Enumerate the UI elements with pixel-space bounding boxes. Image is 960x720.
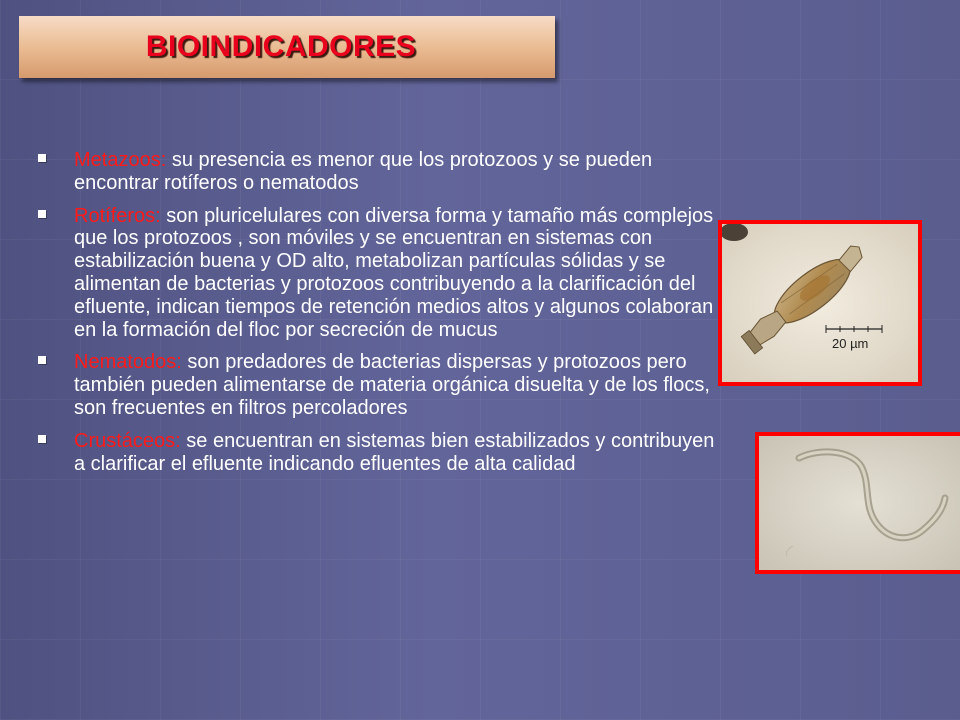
list-item: [38, 149, 718, 195]
rotifer-photo: [718, 220, 922, 386]
bullet-term: Nematodos:: [74, 351, 182, 374]
list-item: [38, 351, 718, 419]
square-bullet-icon: [38, 356, 46, 364]
bullet-text: son pluricelulares con diversa forma y tamaño más complejos que los protozoos , son móviles y se encuentran en sistemas con estabilización buena y OD alto, metabolizan partículas sólidas y se alimentan de bacterias y protozoos contribuyendo a la clarificación del efluente, indican tiempos de retención medios altos y algunos colaboran en la formación del floc por secreción de mucus: [74, 204, 714, 341]
square-bullet-icon: [38, 210, 46, 218]
list-item: [38, 430, 718, 476]
nematode-micrograph: [759, 436, 960, 570]
bullet-term: Metazoos:: [74, 149, 167, 171]
nematode-photo: [755, 432, 960, 574]
bullet-text: son predadores de bacterias dispersas y protozoos pero también pueden alimentarse de materia orgánica disuelta y de los flocs, son frecuentes en filtros percoladores: [74, 351, 710, 419]
bullet-term: Crustáceos:: [74, 429, 181, 452]
scale-label: 20 µm: [832, 336, 869, 351]
list-item: [38, 205, 718, 342]
slide-title: BIOINDICADORES: [145, 30, 417, 63]
rotifer-micrograph: [722, 224, 918, 382]
bullet-term: Rotíferos:: [74, 204, 161, 227]
bullet-text: se encuentran en sistemas bien estabilizados y contribuyen a clarificar el efluente indicando efluentes de alta calidad: [74, 429, 715, 475]
bullet-text: su presencia es menor que los protozoos y se pueden encontrar rotíferos o nematodos: [74, 149, 653, 194]
square-bullet-icon: [38, 435, 46, 443]
bullet-list: [38, 149, 718, 485]
title-banner: [19, 16, 555, 78]
square-bullet-icon: [38, 154, 46, 162]
